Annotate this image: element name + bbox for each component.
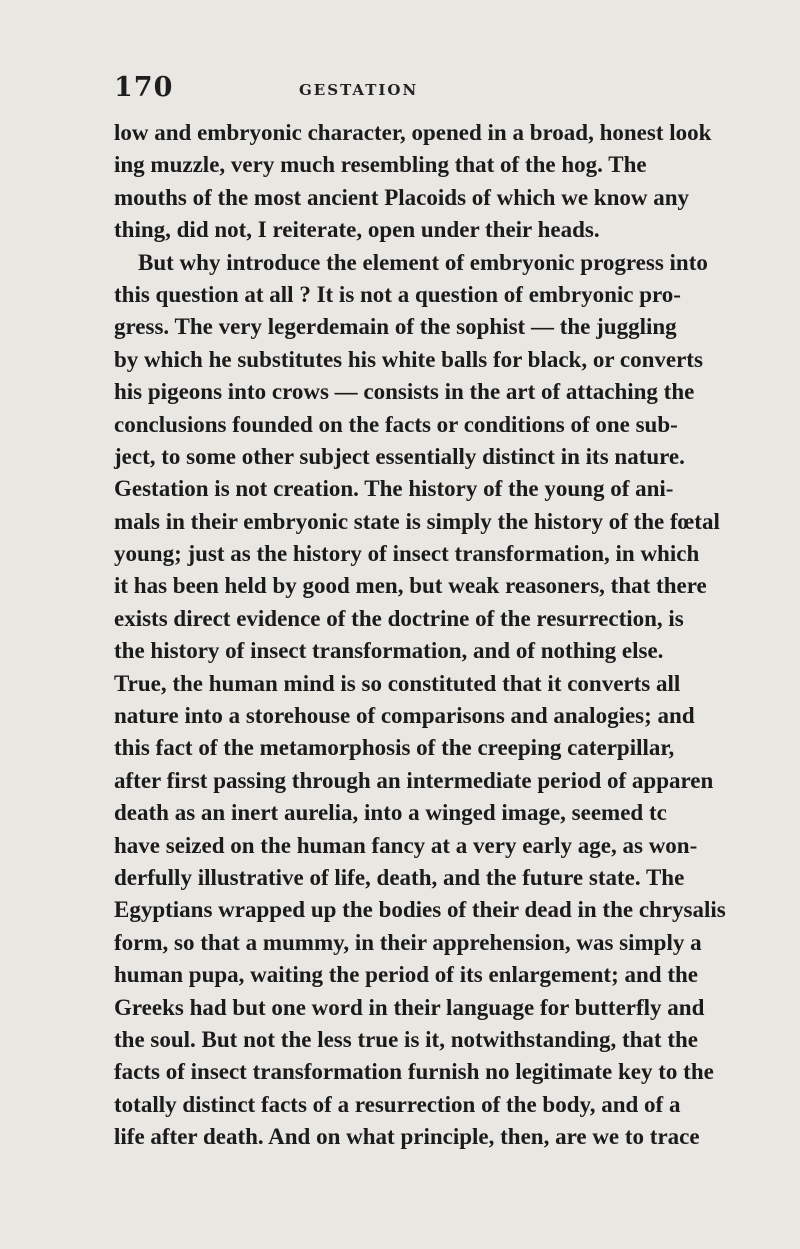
text-line: conclusions founded on the facts or conditions of one sub-: [114, 411, 678, 437]
text-line: totally distinct facts of a resurrection of the body, and of a: [114, 1091, 681, 1117]
text-line: ject, to some other subject essentially distinct in its nature.: [114, 443, 685, 469]
text-line: the soul. But not the less true is it, notwithstanding, that the: [114, 1026, 698, 1052]
text-line: his pigeons into crows — consists in the art of attaching the: [114, 379, 695, 405]
text-line: exists direct evidence of the doctrine of the resurrection, is: [114, 605, 684, 631]
text-line: True, the human mind is so constituted that it converts all: [114, 670, 681, 696]
text-line: But why introduce the element of embryonic progress into: [138, 249, 708, 275]
text-line: Greeks had but one word in their language for butterfly and: [114, 994, 705, 1020]
text-line: young; just as the history of insect transformation, in which: [114, 541, 700, 567]
text-line: Egyptians wrapped up the bodies of their dead in the chrysalis: [114, 897, 726, 923]
text-line: mals in their embryonic state is simply the history of the fœtal: [114, 508, 720, 534]
text-line: thing, did not, I reiterate, open under their heads.: [114, 217, 600, 243]
text-line: after first passing through an intermediate period of apparen: [114, 767, 714, 793]
page-header: [114, 72, 754, 106]
text-line: gress. The very legerdemain of the sophist — the juggling: [114, 314, 677, 340]
text-line: this fact of the metamorphosis of the creeping caterpillar,: [114, 735, 675, 761]
text-line: form, so that a mummy, in their apprehension, was simply a: [114, 929, 702, 955]
text-line: the history of insect transformation, and of nothing else.: [114, 638, 664, 664]
text-line: derfully illustrative of life, death, and the future state. The: [114, 864, 685, 890]
text-line: by which he substitutes his white balls for black, or converts: [114, 346, 703, 372]
running-head: GESTATION: [299, 81, 419, 99]
body-text: [114, 117, 764, 1154]
text-line: human pupa, waiting the period of its enlargement; and the: [114, 962, 698, 988]
text-line: have seized on the human fancy at a very early age, as won-: [114, 832, 698, 858]
text-line: life after death. And on what principle, then, are we to trace: [114, 1124, 700, 1150]
text-line: mouths of the most ancient Placoids of which we know any: [114, 184, 690, 210]
text-line: this question at all ? It is not a question of embryonic pro-: [114, 281, 681, 307]
page-number: 170: [114, 72, 174, 103]
text-line: ing muzzle, very much resembling that of the hog. The: [114, 152, 647, 178]
text-line: nature into a storehouse of comparisons and analogies; and: [114, 703, 695, 729]
text-line: low and embryonic character, opened in a broad, honest look: [114, 120, 712, 145]
text-line: it has been held by good men, but weak reasoners, that there: [114, 573, 707, 599]
text-line: death as an inert aurelia, into a winged image, seemed tc: [114, 800, 667, 826]
text-line: facts of insect transformation furnish no legitimate key to the: [114, 1059, 714, 1085]
text-line: Gestation is not creation. The history of the young of ani-: [114, 476, 674, 502]
